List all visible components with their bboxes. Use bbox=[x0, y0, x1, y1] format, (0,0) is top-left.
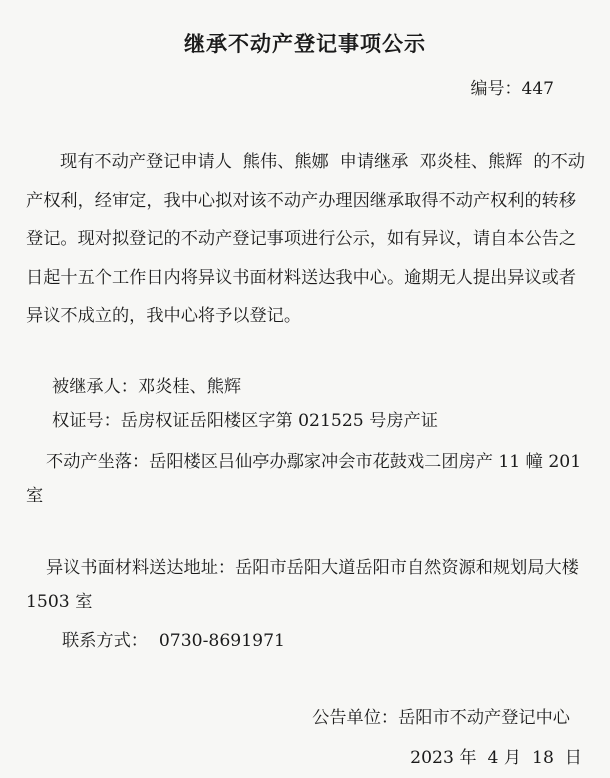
contact-line: 联系方式： 0730-8691971 bbox=[62, 631, 285, 651]
notice-body-paragraph: 现有不动产登记申请人 熊伟、熊娜 申请继承 邓炎桂、熊辉 的不动产权利，经审定，我中心拟对该不动产办理因继承取得不动产权利的转移登记。现对拟登记的不动产登记事项进行公示，如有异议，请自本公告之日起十五个工作日内将异议书面材料送达我中心。逾期无人提出异议或者异议不成立的，我中心将予以登记。 bbox=[26, 152, 585, 326]
property-location-line: 不动产坐落：岳阳楼区吕仙亭办鄢家冲会市花鼓戏二团房产 11 幢 201 室 bbox=[26, 452, 582, 506]
objection-address-line: 异议书面材料送达地址：岳阳市岳阳大道岳阳市自然资源和规划局大楼 1503 室 bbox=[26, 558, 579, 612]
decedent-line: 被继承人：邓炎桂、熊辉 bbox=[52, 377, 242, 397]
issuer-line: 公告单位：岳阳市不动产登记中心 bbox=[312, 708, 570, 728]
notice-number: 编号：447 bbox=[470, 79, 554, 99]
notice-date: 2023 年 4 月 18 日 bbox=[410, 748, 582, 768]
certificate-line: 权证号：岳房权证岳阳楼区字第 021525 号房产证 bbox=[52, 411, 438, 431]
notice-title: 继承不动产登记事项公示 bbox=[184, 32, 426, 56]
